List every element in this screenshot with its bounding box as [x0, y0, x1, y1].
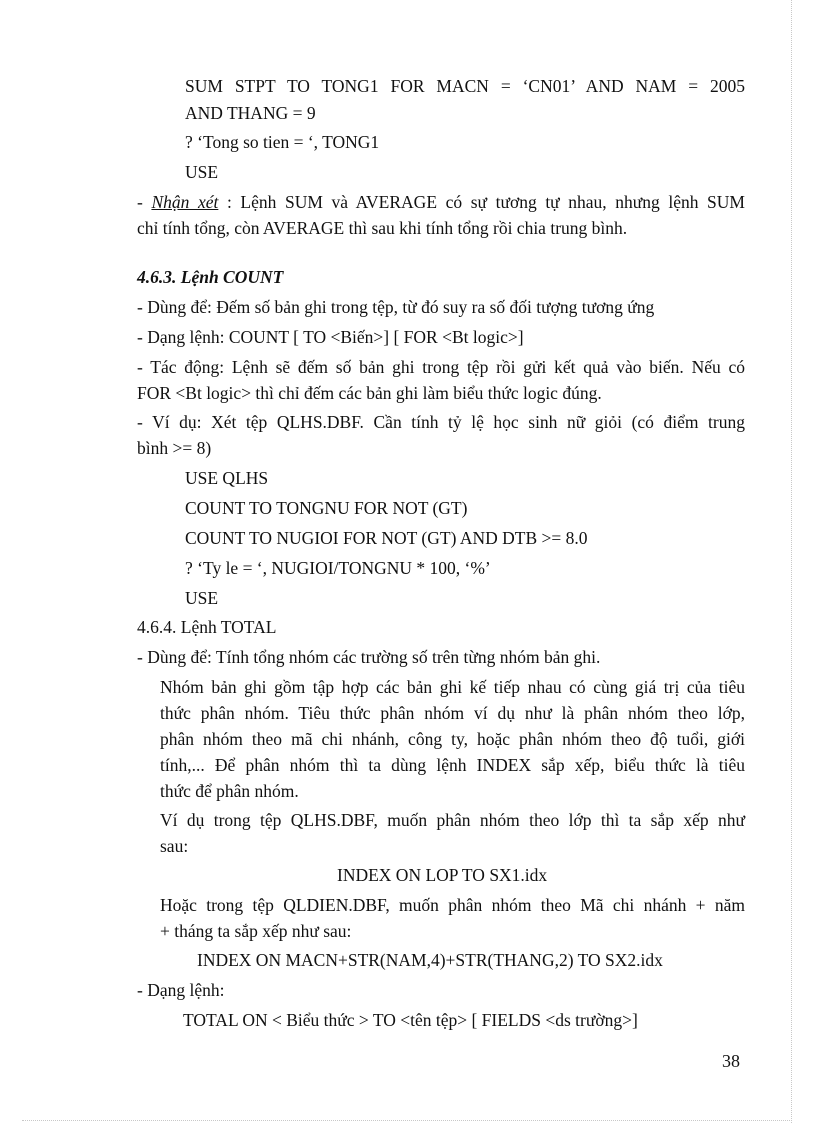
code-count-nugioi: COUNT TO NUGIOI FOR NOT (GT) AND DTB >= 8.0: [185, 528, 588, 548]
total-example-line-2: sau:: [160, 836, 189, 856]
code-count-tongnu: COUNT TO TONGNU FOR NOT (GT): [185, 498, 468, 518]
code-sum-line-1: SUM STPT TO TONG1 FOR MACN = ‘CN01’ AND NAM = 2005: [185, 76, 745, 96]
code-use-qlhs: USE QLHS: [185, 468, 269, 488]
section-heading-count: 4.6.3. Lệnh COUNT: [137, 267, 284, 287]
remark-line-2: chỉ tính tổng, còn AVERAGE thì sau khi tính tổng rồi chia trung bình.: [137, 218, 628, 238]
remark-label: Nhận xét: [151, 192, 219, 212]
count-effect-line-2: FOR <Bt logic> thì chỉ đếm các bản ghi làm biểu thức logic đúng.: [137, 383, 602, 403]
count-effect-line-1: - Tác động: Lệnh sẽ đếm số bản ghi trong tệp rồi gửi kết quả vào biến. Nếu có: [137, 357, 745, 377]
code-use-1: USE: [185, 162, 219, 182]
page-border-right: [791, 0, 792, 1123]
count-purpose: - Dùng để: Đếm số bản ghi trong tệp, từ đó suy ra số đối tượng tương ứng: [137, 297, 655, 317]
remark-line-1: [137, 190, 745, 214]
code-index-lop: INDEX ON LOP TO SX1.idx: [337, 865, 548, 885]
total-desc-line-4: tính,... Để phân nhóm thì ta dùng lệnh INDEX sắp xếp, biểu thức là tiêu: [160, 755, 745, 775]
total-desc-line-2: thức phân nhóm. Tiêu thức phân nhóm ví dụ như là phân nhóm theo lớp,: [160, 703, 745, 723]
page-border-bottom: [22, 1120, 792, 1121]
code-index-macn: INDEX ON MACN+STR(NAM,4)+STR(THANG,2) TO SX2.idx: [197, 950, 663, 970]
total-example2-line-2: + tháng ta sắp xếp như sau:: [160, 921, 352, 941]
code-total-syntax: TOTAL ON < Biểu thức > TO <tên tệp> [ FIELDS <ds trường>]: [183, 1010, 638, 1030]
count-example-line-2: bình >= 8): [137, 438, 212, 458]
count-syntax: - Dạng lệnh: COUNT [ TO <Biến>] [ FOR <Bt logic>]: [137, 327, 524, 347]
section-heading-total: 4.6.4. Lệnh TOTAL: [137, 617, 277, 637]
total-desc-line-1: Nhóm bản ghi gồm tập hợp các bản ghi kế tiếp nhau có cùng giá trị của tiêu: [160, 677, 745, 697]
total-example2-line-1: Hoặc trong tệp QLDIEN.DBF, muốn phân nhóm theo Mã chi nhánh + năm: [160, 895, 745, 915]
count-example-line-1: - Ví dụ: Xét tệp QLHS.DBF. Cần tính tỷ lệ học sinh nữ giỏi (có điểm trung: [137, 412, 745, 432]
remark-prefix: -: [137, 192, 152, 212]
code-use-2: USE: [185, 588, 219, 608]
total-example-line-1: Ví dụ trong tệp QLHS.DBF, muốn phân nhóm theo lớp thì ta sắp xếp như: [160, 810, 745, 830]
total-desc-line-3: phân nhóm theo mã chi nhánh, công ty, hoặc phân nhóm theo độ tuổi, giới: [160, 729, 745, 749]
code-print-total: ? ‘Tong so tien = ‘, TONG1: [185, 132, 380, 152]
total-purpose: - Dùng để: Tính tổng nhóm các trường số trên từng nhóm bản ghi.: [137, 647, 601, 667]
code-print-ratio: ? ‘Ty le = ‘, NUGIOI/TONGNU * 100, ‘%’: [185, 558, 491, 578]
page-number: 38: [722, 1051, 740, 1071]
total-syntax-label: - Dạng lệnh:: [137, 980, 225, 1000]
total-desc-line-5: thức để phân nhóm.: [160, 781, 299, 801]
remark-text: : Lệnh SUM và AVERAGE có sự tương tự nhau, nhưng lệnh SUM: [218, 192, 745, 212]
code-sum-line-2: AND THANG = 9: [185, 103, 316, 123]
